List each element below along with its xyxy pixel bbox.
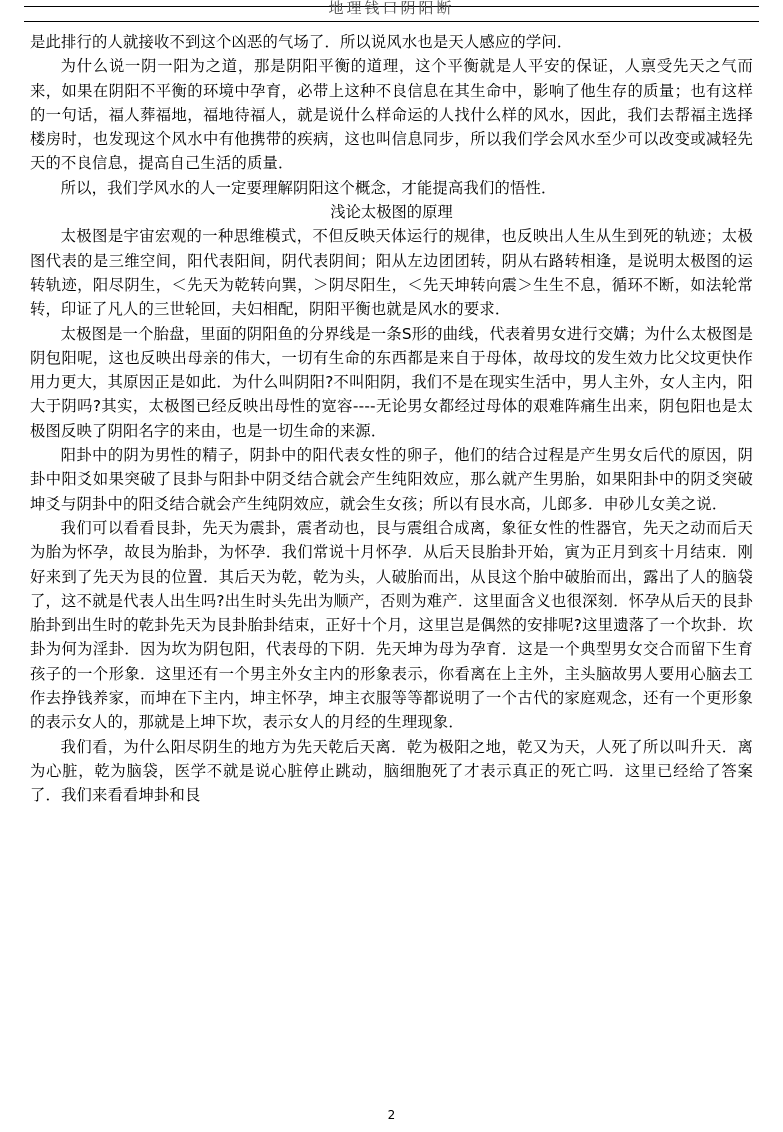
page-number: 2 [387,1108,396,1122]
header-rule-bottom [24,21,759,22]
paragraph: 是此排行的人就接收不到这个凶恶的气场了．所以说风水也是天人感应的学问． [30,33,573,51]
paragraph: 太极图是宇宙宏观的一种思维模式，不但反映天体运行的规律，也反映出人生从生到死的轨迹；太极图代表的是三维空间，阳代表阳间，阴代表阴间；阳从左边团团转，阴从右路转相逢，是说明太极图的运转轨迹，阳尽阴生，＜先天为乾转向巽，＞阴尽阳生，＜先天坤转向震＞生生不息，循环不断，如法轮常转，印证了凡人的三世轮回，夫妇相配，阴阳平衡也就是风水的要求． [30,227,753,319]
document-body [0,22,783,808]
header-title: 地理钱口阴阳断 [328,0,455,17]
paragraph: 太极图是一个胎盘，里面的阴阳鱼的分界线是一条S形的曲线，代表着男女进行交媾；为什么太极图是阴包阳呢，这也反映出母亲的伟大，一切有生命的东西都是来自于母体，故母坟的发生效力比父坟更快作用力更大，其原因正是如此．为什么叫阴阳?不叫阳阴，我们不是在现实生活中，男人主外，女人主内，阳大于阴吗?其实，太极图已经反映出母性的宽容----无论男女都经过母体的艰难阵痛生出来，阴包阳也是太极图反映了阴阳名字的来由，也是一切生命的来源． [30,324,753,440]
paragraph: 我们看，为什么阳尽阴生的地方为先天乾后天离．乾为极阳之地，乾又为天，人死了所以叫升天．离为心脏，乾为脑袋，医学不就是说心脏停止跳动，脑细胞死了才表示真正的死亡吗．这里已经给了答案了．我们来看看坤卦和艮 [30,737,753,805]
paragraph: 为什么说一阴一阳为之道，那是阴阳平衡的道理，这个平衡就是人平安的保证，人禀受先天之气而来，如果在阴阳不平衡的环境中孕育，必带上这种不良信息在其生命中，影响了他生存的质量；也有这样的一句话，福人葬福地，福地待福人，就是说什么样命运的人找什么样的风水，因此，我们去帮福主选择楼房时，也发现这个风水中有他携带的疾病，这也叫信息同步，所以我们学会风水至少可以改变或减轻先天的不良信息，提高自己生活的质量． [30,57,753,173]
section-title: 浅论太极图的原理 [330,203,453,222]
paragraph: 所以，我们学风水的人一定要理解阴阳这个概念，才能提高我们的悟性． [60,178,557,197]
paragraph: 我们可以看看艮卦，先天为震卦，震者动也，艮与震组合成离，象征女性的性器官，先天之动而后天为胎为怀孕，故艮为胎卦，为怀孕．我们常说十月怀孕．从后天艮胎卦开始，寅为正月到亥十月结束．刚好来到了先天为艮的位置．其后天为乾，乾为头，人破胎而出，从艮这个胎中破胎而出，露出了人的脑袋了，这不就是代表人出生吗?出生时头先出为顺产，否则为难产．这里面含义也很深刻．怀孕从后天的艮卦胎卦到出生时的乾卦先天为艮卦胎卦结束，正好十个月，这里岂是偶然的安排呢?这里遗落了一个坎卦．坎卦为何为淫卦．因为坎为阴包阳，代表母的下阴．先天坤为母为孕育．这是一个典型男女交合而留下生育孩子的一个形象．这里还有一个男主外女主内的形象表示，你看离在上主外，主头脑故男人要用心脑去工作去挣钱养家，而坤在下主内，坤主怀孕，坤主衣服等等都说明了一个古代的家庭观念，还有一个更形象的表示女人的，那就是上坤下坎，表示女人的月经的生理现象． [30,518,753,732]
page-header [0,0,783,22]
paragraph: 阳卦中的阴为男性的精子，阴卦中的阳代表女性的卵子，他们的结合过程是产生男女后代的原因，阴卦中阳爻如果突破了艮卦与阳卦中阴爻结合就会产生纯阳效应，那么就产生男胎，如果阳卦中的阴爻突破坤爻与阴卦中的阳爻结合就会产生纯阴效应，就会生女孩；所以有艮水高，儿郎多．申砂儿女美之说． [30,446,753,513]
